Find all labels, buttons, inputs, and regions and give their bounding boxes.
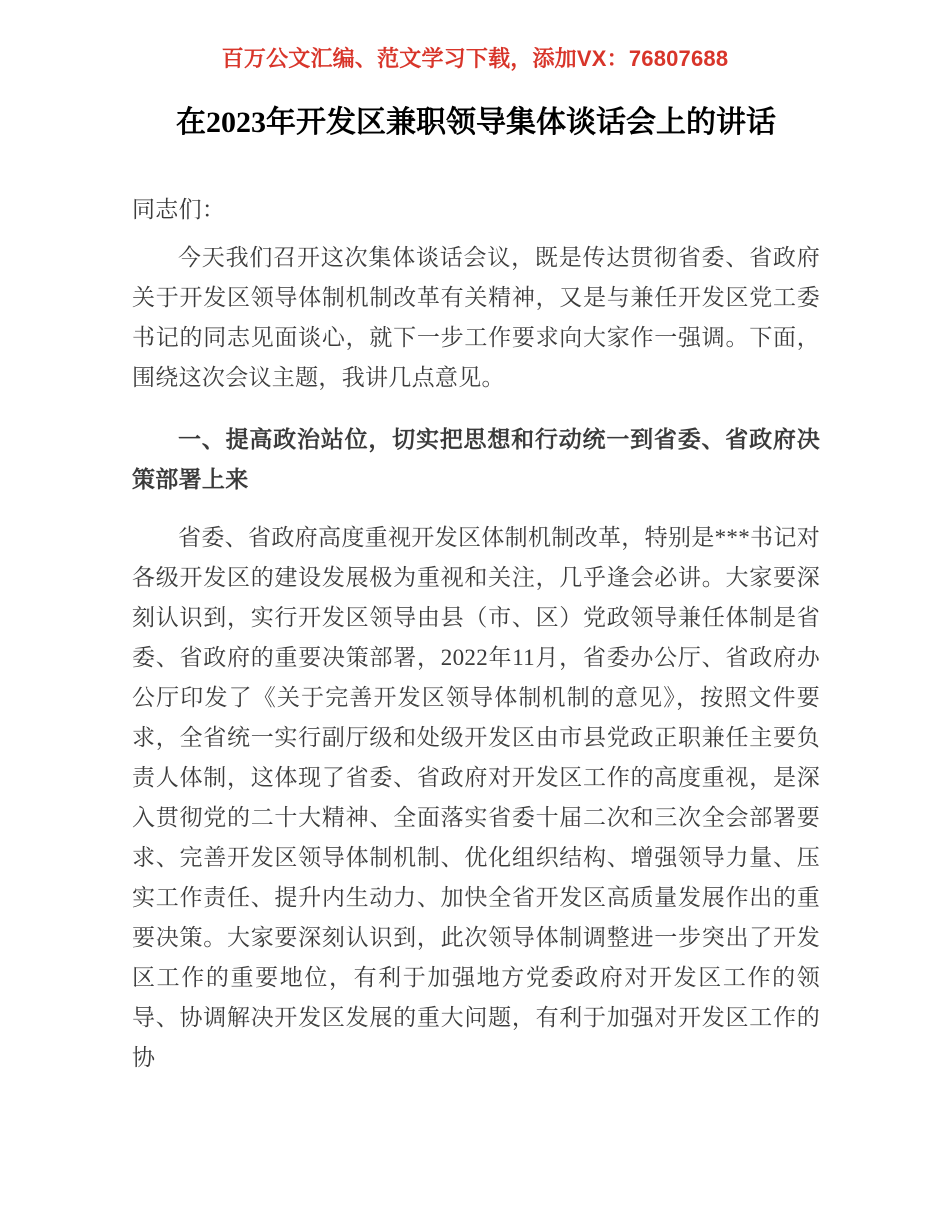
promo-header-banner: 百万公文汇编、范文学习下载，添加VX：76807688	[221, 46, 729, 71]
salutation: 同志们：	[132, 197, 226, 222]
document-content	[132, 100, 820, 1078]
section-one-paragraph: 省委、省政府高度重视开发区体制机制改革，特别是***书记对各级开发区的建设发展极为重视和关注，几乎逢会必讲。大家要深刻认识到，实行开发区领导由县（市、区）党政领导兼任体制是省委、省政府的重要决策部署，2022年11月，省委办公厅、省政府办公厅印发了《关于完善开发区领导体制机制的意见》，按照文件要求，全省统一实行副厅级和处级开发区由市县党政正职兼任主要负责人体制，这体现了省委、省政府对开发区工作的高度重视，是深入贯彻党的二十大精神、全面落实省委十届二次和三次全会部署要求、完善开发区领导体制机制、优化组织结构、增强领导力量、压实工作责任、提升内生动力、加快全省开发区高质量发展作出的重要决策。大家要深刻认识到，此次领导体制调整进一步突出了开发区工作的重要地位，有利于加强地方党委政府对开发区工作的领导、协调解决开发区发展的重大问题，有利于加强对开发区工作的协	[132, 525, 820, 1070]
spacer-after-heading	[132, 500, 820, 518]
page-title: 在2023年开发区兼职领导集体谈话会上的讲话	[176, 106, 776, 139]
spacer-after-salutation	[132, 230, 820, 238]
intro-paragraph: 今天我们召开这次集体谈话会议，既是传达贯彻省委、省政府关于开发区领导体制机制改革有关精神，又是与兼任开发区党工委书记的同志见面谈心，就下一步工作要求向大家作一强调。下面，围绕这次会议主题，我讲几点意见。	[132, 245, 820, 390]
spacer-after-title	[132, 146, 820, 190]
spacer-after-intro	[132, 398, 820, 420]
section-heading-one: 一、提高政治站位，切实把思想和行动统一到省委、省政府决策部署上来	[132, 427, 820, 492]
